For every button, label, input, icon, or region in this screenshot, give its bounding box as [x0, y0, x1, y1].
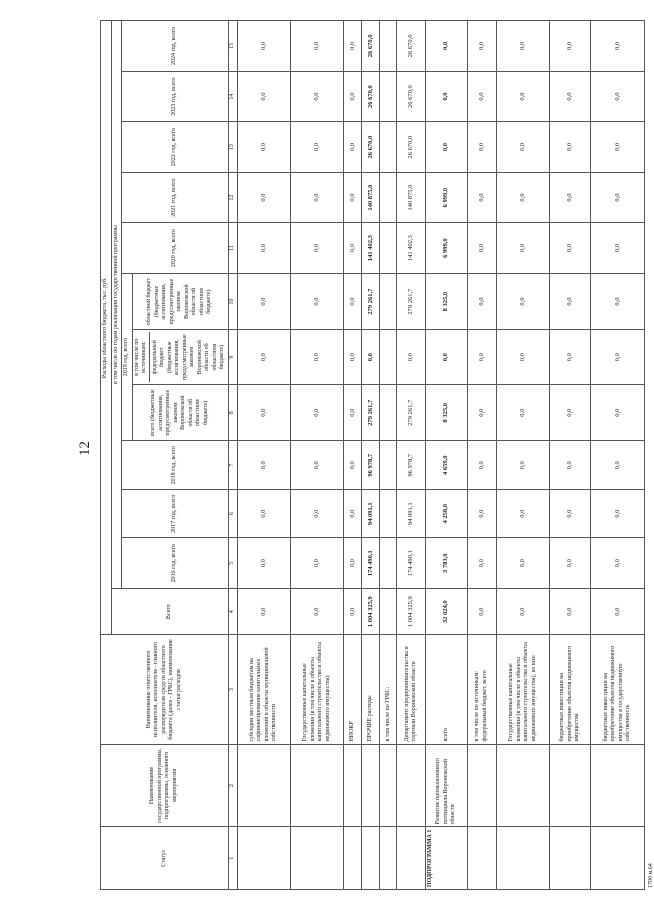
column-number: 3: [228, 635, 237, 744]
header-by-year: в том числе по годам реализации государственной программы: [111, 21, 122, 589]
value-cell: 0,0: [467, 172, 496, 223]
value-cell: 0,0: [290, 538, 343, 589]
header-executor: Наименование ответственного исполнителя, исполнителя - главного распорядителя средств областного бюджета (далее - ГРБС), наименование статьи расходов: [101, 635, 229, 744]
executor-cell: Государственные капитальные вложения (в том числе в объекты капитального строительства и объекты недвижимого имущества): [290, 635, 343, 744]
column-number: 9: [228, 330, 237, 385]
value-cell: 0,0: [467, 330, 496, 385]
executor-cell: всего: [426, 635, 467, 744]
value-cell: 26 670,0: [397, 71, 426, 122]
value-cell: 0,0: [290, 384, 343, 441]
program-name-cell: [591, 744, 645, 827]
value-cell: 0,0: [426, 330, 467, 385]
value-cell: 0,0: [550, 384, 591, 441]
status-cell: [496, 827, 549, 890]
table-row: [344, 21, 362, 890]
value-cell: 96 978,7: [397, 441, 426, 489]
value-cell: 0,0: [237, 330, 290, 385]
rotated-page: [100, 20, 654, 890]
value-cell: [380, 172, 397, 223]
value-cell: 6 999,0: [426, 172, 467, 223]
value-cell: 279 261,7: [397, 384, 426, 441]
value-cell: 0,0: [591, 588, 645, 634]
value-cell: 0,0: [550, 441, 591, 489]
header-status: Статус: [101, 827, 229, 890]
executor-cell: Государственные капитальные вложения (в том числе в объекты капитального строительства и объекты недвижимого имущества), из них:: [496, 635, 549, 744]
value-cell: 0,0: [550, 330, 591, 385]
status-cell: [467, 827, 496, 890]
header-program-name: Наименование государственной программы, подпрограммы, основного мероприятия: [101, 744, 229, 827]
column-number: 11: [228, 223, 237, 274]
value-cell: 0,0: [237, 441, 290, 489]
column-number: 7: [228, 441, 237, 489]
value-cell: 26 670,0: [362, 71, 380, 122]
header-2023: 2023 год, всего: [122, 71, 229, 122]
header-2019-group: 2019 год, всего: [122, 273, 133, 441]
value-cell: [380, 330, 397, 385]
value-cell: 0,0: [237, 223, 290, 274]
value-cell: 0,0: [290, 122, 343, 173]
page-number: 12: [77, 441, 93, 456]
value-cell: 0,0: [496, 172, 549, 223]
table-row: [591, 21, 645, 890]
value-cell: 0,0: [496, 489, 549, 537]
header-2021: 2021 год, всего: [122, 172, 229, 223]
value-cell: 8 325,0: [426, 384, 467, 441]
value-cell: 0,0: [290, 223, 343, 274]
column-number: 15: [228, 21, 237, 72]
value-cell: 0,0: [550, 223, 591, 274]
value-cell: 0,0: [467, 223, 496, 274]
value-cell: 3 783,0: [426, 538, 467, 589]
executor-cell: в том числе по источникам: федеральный бюджет, всего: [467, 635, 496, 744]
value-cell: 0,0: [290, 330, 343, 385]
value-cell: [380, 21, 397, 72]
value-cell: 0,0: [290, 489, 343, 537]
value-cell: 0,0: [496, 223, 549, 274]
column-number: 2: [228, 744, 237, 827]
column-number: 4: [228, 588, 237, 634]
value-cell: 6 999,0: [426, 223, 467, 274]
header-expenses-group: Расходы областного бюджета, тыс. руб.: [101, 21, 112, 635]
executor-cell: бюджетные инвестиции на приобретение объектов недвижимого имущества: [550, 635, 591, 744]
header-2022: 2022 год, всего: [122, 122, 229, 173]
value-cell: 0,0: [591, 384, 645, 441]
value-cell: 0,0: [550, 588, 591, 634]
footer-prefix: 1700 м.64: [648, 863, 654, 888]
value-cell: [380, 71, 397, 122]
program-name-cell: [397, 744, 426, 827]
status-cell: [380, 827, 397, 890]
table-row: [362, 21, 380, 890]
value-cell: 279 261,7: [362, 273, 380, 330]
column-number: 13: [228, 122, 237, 173]
value-cell: 0,0: [591, 21, 645, 72]
column-number: 10: [228, 273, 237, 330]
column-number: 6: [228, 489, 237, 537]
value-cell: 0,0: [591, 172, 645, 223]
executor-cell: Департамент предпринимательства и торговли Воронежской области: [397, 635, 426, 744]
value-cell: [380, 489, 397, 537]
table-row: [426, 21, 467, 890]
status-cell: [362, 827, 380, 890]
value-cell: 141 402,3: [397, 223, 426, 274]
value-cell: 0,0: [344, 273, 362, 330]
column-number: 8: [228, 384, 237, 441]
program-name-cell: [237, 744, 290, 827]
value-cell: 140 875,0: [397, 172, 426, 223]
value-cell: 0,0: [467, 538, 496, 589]
value-cell: 0,0: [344, 384, 362, 441]
value-cell: 0,0: [496, 384, 549, 441]
value-cell: 0,0: [496, 21, 549, 72]
value-cell: 0,0: [496, 538, 549, 589]
value-cell: 0,0: [591, 273, 645, 330]
status-cell: ПОДПРОГРАММА 1: [426, 827, 467, 890]
value-cell: 0,0: [467, 273, 496, 330]
value-cell: 0,0: [496, 71, 549, 122]
value-cell: 0,0: [467, 71, 496, 122]
header-2020: 2020 год, всего: [122, 223, 229, 274]
value-cell: 26 670,0: [397, 122, 426, 173]
value-cell: 0,0: [290, 172, 343, 223]
value-cell: 0,0: [237, 538, 290, 589]
value-cell: 0,0: [237, 588, 290, 634]
value-cell: 8 325,0: [426, 273, 467, 330]
status-cell: [591, 827, 645, 890]
program-name-cell: [362, 744, 380, 827]
value-cell: 174 490,1: [397, 538, 426, 589]
value-cell: [380, 588, 397, 634]
value-cell: 0,0: [550, 489, 591, 537]
value-cell: 0,0: [237, 489, 290, 537]
table-row: [397, 21, 426, 890]
value-cell: 0,0: [344, 489, 362, 537]
value-cell: 0,0: [591, 330, 645, 385]
value-cell: 0,0: [496, 273, 549, 330]
program-name-cell: Развитие промышленного потенциала Воронежской области: [426, 744, 467, 827]
value-cell: 0,0: [496, 588, 549, 634]
value-cell: 0,0: [344, 330, 362, 385]
value-cell: 279 261,7: [397, 273, 426, 330]
value-cell: 0,0: [344, 21, 362, 72]
column-number: 14: [228, 71, 237, 122]
value-cell: [380, 538, 397, 589]
program-name-cell: [344, 744, 362, 827]
value-cell: 26 670,0: [362, 21, 380, 72]
executor-cell: субсидии местным бюджетам на софинансирование капитальных вложений в объекты муниципальной собственности: [237, 635, 290, 744]
header-2017: 2017 год, всего: [122, 489, 229, 537]
value-cell: 0,0: [237, 21, 290, 72]
value-cell: 0,0: [496, 330, 549, 385]
value-cell: [380, 441, 397, 489]
budget-table: [100, 20, 645, 890]
value-cell: 174 490,1: [362, 538, 380, 589]
status-cell: [397, 827, 426, 890]
value-cell: 0,0: [550, 122, 591, 173]
status-cell: [550, 827, 591, 890]
value-cell: 0,0: [344, 538, 362, 589]
value-cell: 0,0: [550, 71, 591, 122]
value-cell: 0,0: [591, 122, 645, 173]
value-cell: 0,0: [467, 21, 496, 72]
value-cell: 0,0: [344, 588, 362, 634]
value-cell: 0,0: [467, 489, 496, 537]
value-cell: 141 402,3: [362, 223, 380, 274]
value-cell: 0,0: [550, 273, 591, 330]
value-cell: 0,0: [550, 21, 591, 72]
value-cell: 94 091,1: [397, 489, 426, 537]
header-2019-fed: [132, 330, 228, 385]
value-cell: 0,0: [237, 172, 290, 223]
header-2018: 2018 год, всего: [122, 441, 229, 489]
value-cell: 0,0: [344, 172, 362, 223]
header-2019-fed-label: федеральный бюджет (бюджетные ассигнования, предусмотренные законом Воронежской области об областном бюджете): [151, 334, 225, 381]
value-cell: 279 261,7: [362, 384, 380, 441]
value-cell: [380, 384, 397, 441]
header-2016: 2016 год, всего: [122, 538, 229, 589]
header-total: Всего: [111, 588, 228, 634]
value-cell: 0,0: [467, 384, 496, 441]
executor-cell: ПРОЧИЕ расходы: [362, 635, 380, 744]
value-cell: 0,0: [591, 441, 645, 489]
table-body: [237, 21, 645, 890]
value-cell: 4 258,0: [426, 489, 467, 537]
table-row: [290, 21, 343, 890]
value-cell: 0,0: [550, 538, 591, 589]
value-cell: 0,0: [426, 71, 467, 122]
value-cell: 0,0: [344, 441, 362, 489]
column-number: 12: [228, 172, 237, 223]
value-cell: 94 091,1: [362, 489, 380, 537]
value-cell: 0,0: [467, 122, 496, 173]
table-row: [550, 21, 591, 890]
value-cell: 0,0: [290, 441, 343, 489]
column-number: 5: [228, 538, 237, 589]
value-cell: 0,0: [496, 441, 549, 489]
executor-cell: в том числе по ГРБС:: [380, 635, 397, 744]
column-number-row: [228, 21, 237, 890]
value-cell: 0,0: [591, 71, 645, 122]
status-cell: [344, 827, 362, 890]
table-row: [467, 21, 496, 890]
value-cell: 26 670,0: [397, 21, 426, 72]
program-name-cell: [550, 744, 591, 827]
value-cell: 0,0: [290, 71, 343, 122]
value-cell: 0,0: [591, 223, 645, 274]
program-name-cell: [290, 744, 343, 827]
value-cell: 0,0: [290, 588, 343, 634]
value-cell: 0,0: [344, 223, 362, 274]
value-cell: 0,0: [237, 273, 290, 330]
header-2024: 2024 год, всего: [122, 21, 229, 72]
value-cell: [380, 273, 397, 330]
value-cell: 1 004 325,9: [362, 588, 380, 634]
header-2019-total: всего (бюджетные ассигнования, предусмотренные законом Воронежской области об областном бюджете): [132, 384, 228, 441]
executor-cell: НИОКР: [344, 635, 362, 744]
value-cell: 4 659,0: [426, 441, 467, 489]
value-cell: 0,0: [362, 330, 380, 385]
value-cell: 96 978,7: [362, 441, 380, 489]
value-cell: 0,0: [290, 273, 343, 330]
value-cell: 0,0: [344, 71, 362, 122]
value-cell: 0,0: [237, 71, 290, 122]
header-2019-reg: областной бюджет (бюджетные ассигнования, предусмотренные законом Воронежской области об областном бюджете): [132, 273, 228, 330]
value-cell: 0,0: [290, 21, 343, 72]
value-cell: 0,0: [237, 122, 290, 173]
column-number: 1: [228, 827, 237, 890]
value-cell: [380, 223, 397, 274]
value-cell: 0,0: [467, 441, 496, 489]
value-cell: 140 875,0: [362, 172, 380, 223]
value-cell: 0,0: [426, 21, 467, 72]
program-name-cell: [380, 744, 397, 827]
value-cell: [380, 122, 397, 173]
value-cell: 0,0: [344, 122, 362, 173]
value-cell: 1 004 325,9: [397, 588, 426, 634]
status-cell: [237, 827, 290, 890]
program-name-cell: [496, 744, 549, 827]
table-row: [496, 21, 549, 890]
value-cell: 0,0: [467, 588, 496, 634]
value-cell: 0,0: [426, 122, 467, 173]
value-cell: 32 024,0: [426, 588, 467, 634]
value-cell: 0,0: [496, 122, 549, 173]
executor-cell: бюджетные инвестиции на приобретение объектов недвижимого имущества в государственную собственность: [591, 635, 645, 744]
table-row: [380, 21, 397, 890]
value-cell: 0,0: [591, 489, 645, 537]
value-cell: 0,0: [237, 384, 290, 441]
table-row: [237, 21, 290, 890]
value-cell: 26 670,0: [362, 122, 380, 173]
value-cell: 0,0: [397, 330, 426, 385]
value-cell: 0,0: [550, 172, 591, 223]
program-name-cell: [467, 744, 496, 827]
value-cell: 0,0: [591, 538, 645, 589]
status-cell: [290, 827, 343, 890]
header-2019-incl: в том числе по источникам:: [134, 332, 150, 382]
